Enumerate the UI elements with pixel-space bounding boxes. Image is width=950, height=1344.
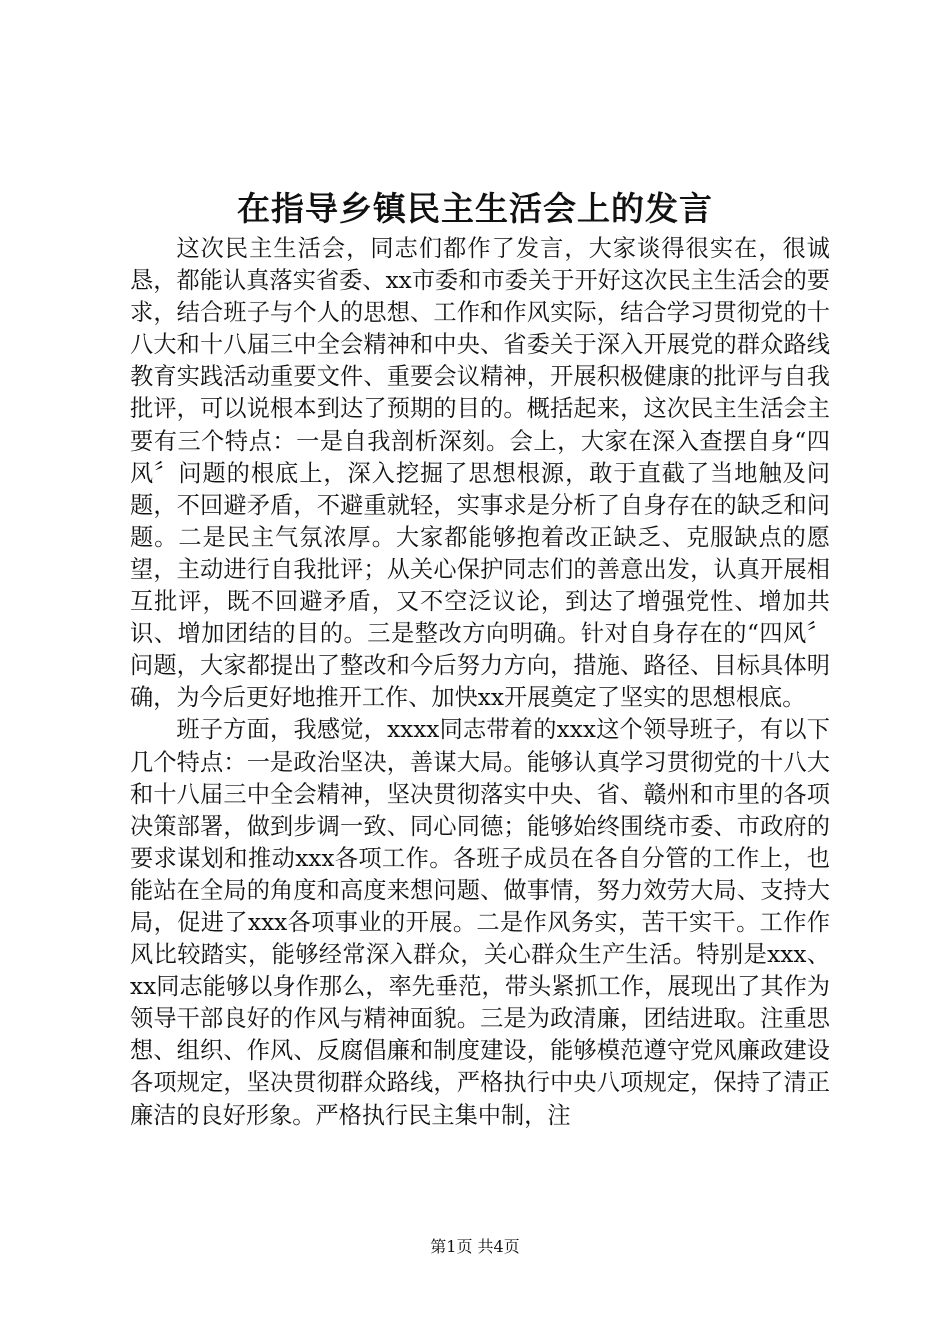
paragraph-2: 班子方面，我感觉，xxxx同志带着的xxx这个领导班子，有以下几个特点：一是政治坚决，善谋大局。能够认真学习贯彻党的十八大和十八届三中全会精神，坚决贯彻落实中央、省、赣州和市里的各项决策部署，做到步调一致、同心同德；能够始终围绕市委、市政府的要求谋划和推动xxx各项工作。各班子成员在各自分管的工作上，也能站在全局的角度和高度来想问题、做事情，努力效劳大局、支持大局，促进了xxx各项事业的开展。二是作风务实，苦干实干。工作作风比较踏实，能够经常深入群众，关心群众生产生活。特别是xxx、xx同志能够以身作那么，率先垂范，带头紧抓工作，展现出了其作为领导干部良好的作风与精神面貌。三是为政清廉，团结进取。注重思想、组织、作风、反腐倡廉和制度建设，能够模范遵守党风廉政建设各项规定，坚决贯彻群众路线，严格执行中央八项规定，保持了清正廉洁的良好形象。严格执行民主集中制，注 <box>130 716 830 1129</box>
document-body <box>130 233 830 1132</box>
paragraph-1: 这次民主生活会，同志们都作了发言，大家谈得很实在，很诚恳，都能认真落实省委、xx市委和市委关于开好这次民主生活会的要求，结合班子与个人的思想、工作和作风实际，结合学习贯彻党的十八大和十八届三中全会精神和中央、省委关于深入开展党的群众路线教育实践活动重要文件、重要会议精神，开展积极健康的批评与自我批评，可以说根本到达了预期的目的。概括起来，这次民主生活会主要有三个特点：一是自我剖析深刻。会上，大家在深入查摆自身“四风〞问题的根底上，深入挖掘了思想根源，敢于直截了当地触及问题，不回避矛盾，不避重就轻，实事求是分析了自身存在的缺乏和问题。二是民主气氛浓厚。大家都能够抱着改正缺乏、克服缺点的愿望，主动进行自我批评；从关心保护同志们的善意出发，认真开展相互批评，既不回避矛盾，又不空泛议论，到达了增强党性、增加共识、增加团结的目的。三是整改方向明确。针对自身存在的“四风〞问题，大家都提出了整改和今后努力方向，措施、路径、目标具体明确，为今后更好地推开工作、加快xx开展奠定了坚实的思想根底。 <box>130 235 830 712</box>
document-title: 在指导乡镇民主生活会上的发言 <box>237 189 713 228</box>
page-footer: 第1页 共4页 <box>430 1237 520 1256</box>
